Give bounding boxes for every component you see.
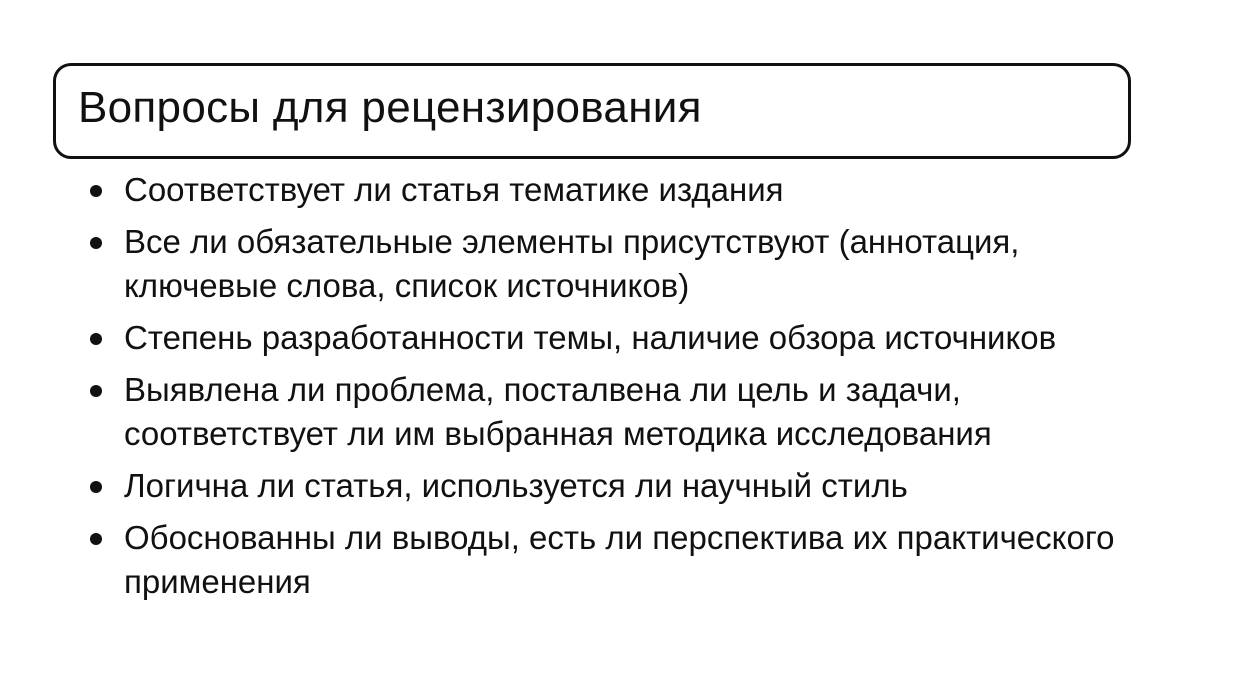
bullet-dot-icon	[90, 237, 102, 249]
bullet-dot-icon	[90, 333, 102, 345]
title-box	[53, 63, 1131, 159]
bullet-list	[88, 168, 1148, 612]
bullet-text: Все ли обязательные элементы присутствуют (аннотация, ключевые слова, список источников)	[124, 223, 1020, 304]
bullet-dot-icon	[90, 385, 102, 397]
bullet-dot-icon	[90, 533, 102, 545]
bullet-item	[88, 168, 1148, 212]
bullet-text: Выявлена ли проблема, посталвена ли цель и задачи, соответствует ли им выбранная методика исследования	[124, 371, 992, 452]
bullet-dot-icon	[90, 481, 102, 493]
bullet-item	[88, 316, 1148, 360]
bullet-text: Соответствует ли статья тематике издания	[124, 171, 784, 208]
slide-title: Вопросы для рецензирования	[78, 83, 702, 132]
bullet-item	[88, 464, 1148, 508]
bullet-item	[88, 516, 1148, 604]
bullet-text: Логична ли статья, используется ли научный стиль	[124, 467, 908, 504]
bullet-item	[88, 220, 1148, 308]
bullet-text: Степень разработанности темы, наличие обзора источников	[124, 319, 1057, 356]
bullet-dot-icon	[90, 185, 102, 197]
bullet-text: Обоснованны ли выводы, есть ли перспектива их практического применения	[124, 519, 1115, 600]
bullet-item	[88, 368, 1148, 456]
